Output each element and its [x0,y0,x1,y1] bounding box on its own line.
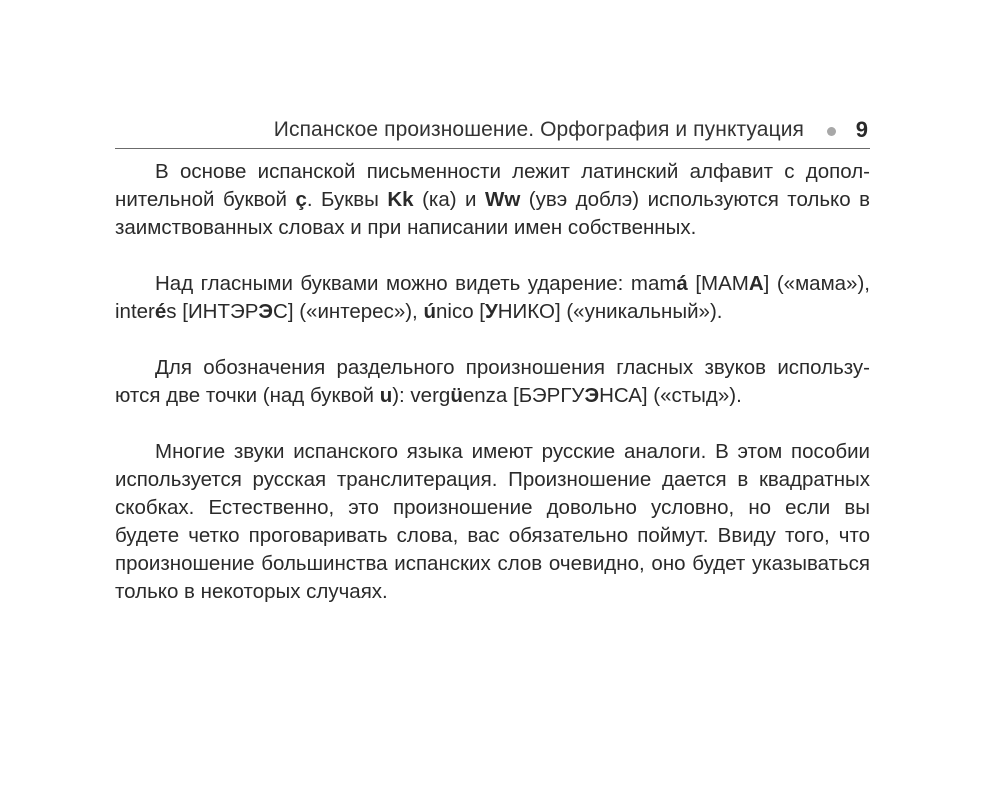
bold-text-run: Kk [387,188,414,211]
text-run: (увэ доблэ) используются только в заимствованных словах и при написании имен собственных. [115,188,871,239]
text-run: (ка) и [413,188,485,211]
bold-text-run: У [484,300,498,323]
bold-text-run: u [379,384,393,407]
text-run: В основе испанской письменности лежит латинский алфавит с дополнительной буквой [115,160,870,211]
bold-text-run: Э [258,300,274,323]
text-run: [МАМ [687,272,749,295]
text-run: s [ИНТЭР [166,300,259,323]
bold-text-run: Э [584,384,600,407]
text-run: НСА] («стыд»). [599,384,742,407]
bold-text-run: ç [295,188,307,211]
paragraph [115,354,870,410]
bold-text-run: Ww [484,188,521,211]
text-run: ): verg [392,384,451,407]
paragraph [115,158,870,242]
text-run: . Буквы [306,188,388,211]
text-run: enza [БЭРГУ [462,384,585,407]
bold-text-run: А [748,272,764,295]
text-run: Многие звуки испанского языка имеют русские аналоги. В этом пособии используется русская транслитерация. Произношение дается в квадратных скобках. Естественно, это произношение довольно условно, но если вы будете четко проговаривать слова, вас обязательно поймут. Ввиду того, что произношение большинства испанских слов очевидно, оно будет указываться только в некоторых случаях. [115,440,870,603]
text-run: nico [ [435,300,485,323]
text-run: Над гласными буквами можно видеть ударение: mam [155,272,677,295]
text-run: НИКО] («уникальный»). [497,300,723,323]
paragraph [115,438,870,606]
bold-text-run: é [154,300,167,323]
text-run: Для обозначения раздельного произношения гласных звуков используются две точки (над буквой [115,356,870,407]
running-header [115,114,870,149]
running-header-title: Испанское произношение. Орфография и пунктуация [273,118,804,141]
body-text [115,158,870,606]
page-number: 9 [855,117,868,142]
paragraph [115,270,870,326]
bullet-dot-icon [827,127,836,136]
bold-text-run: ú [423,300,436,323]
bold-text-run: á [676,272,688,295]
text-run: С] («интерес»), [273,300,424,323]
text-run: ] («мама»), inter [115,272,870,323]
bold-text-run: ü [450,384,463,407]
